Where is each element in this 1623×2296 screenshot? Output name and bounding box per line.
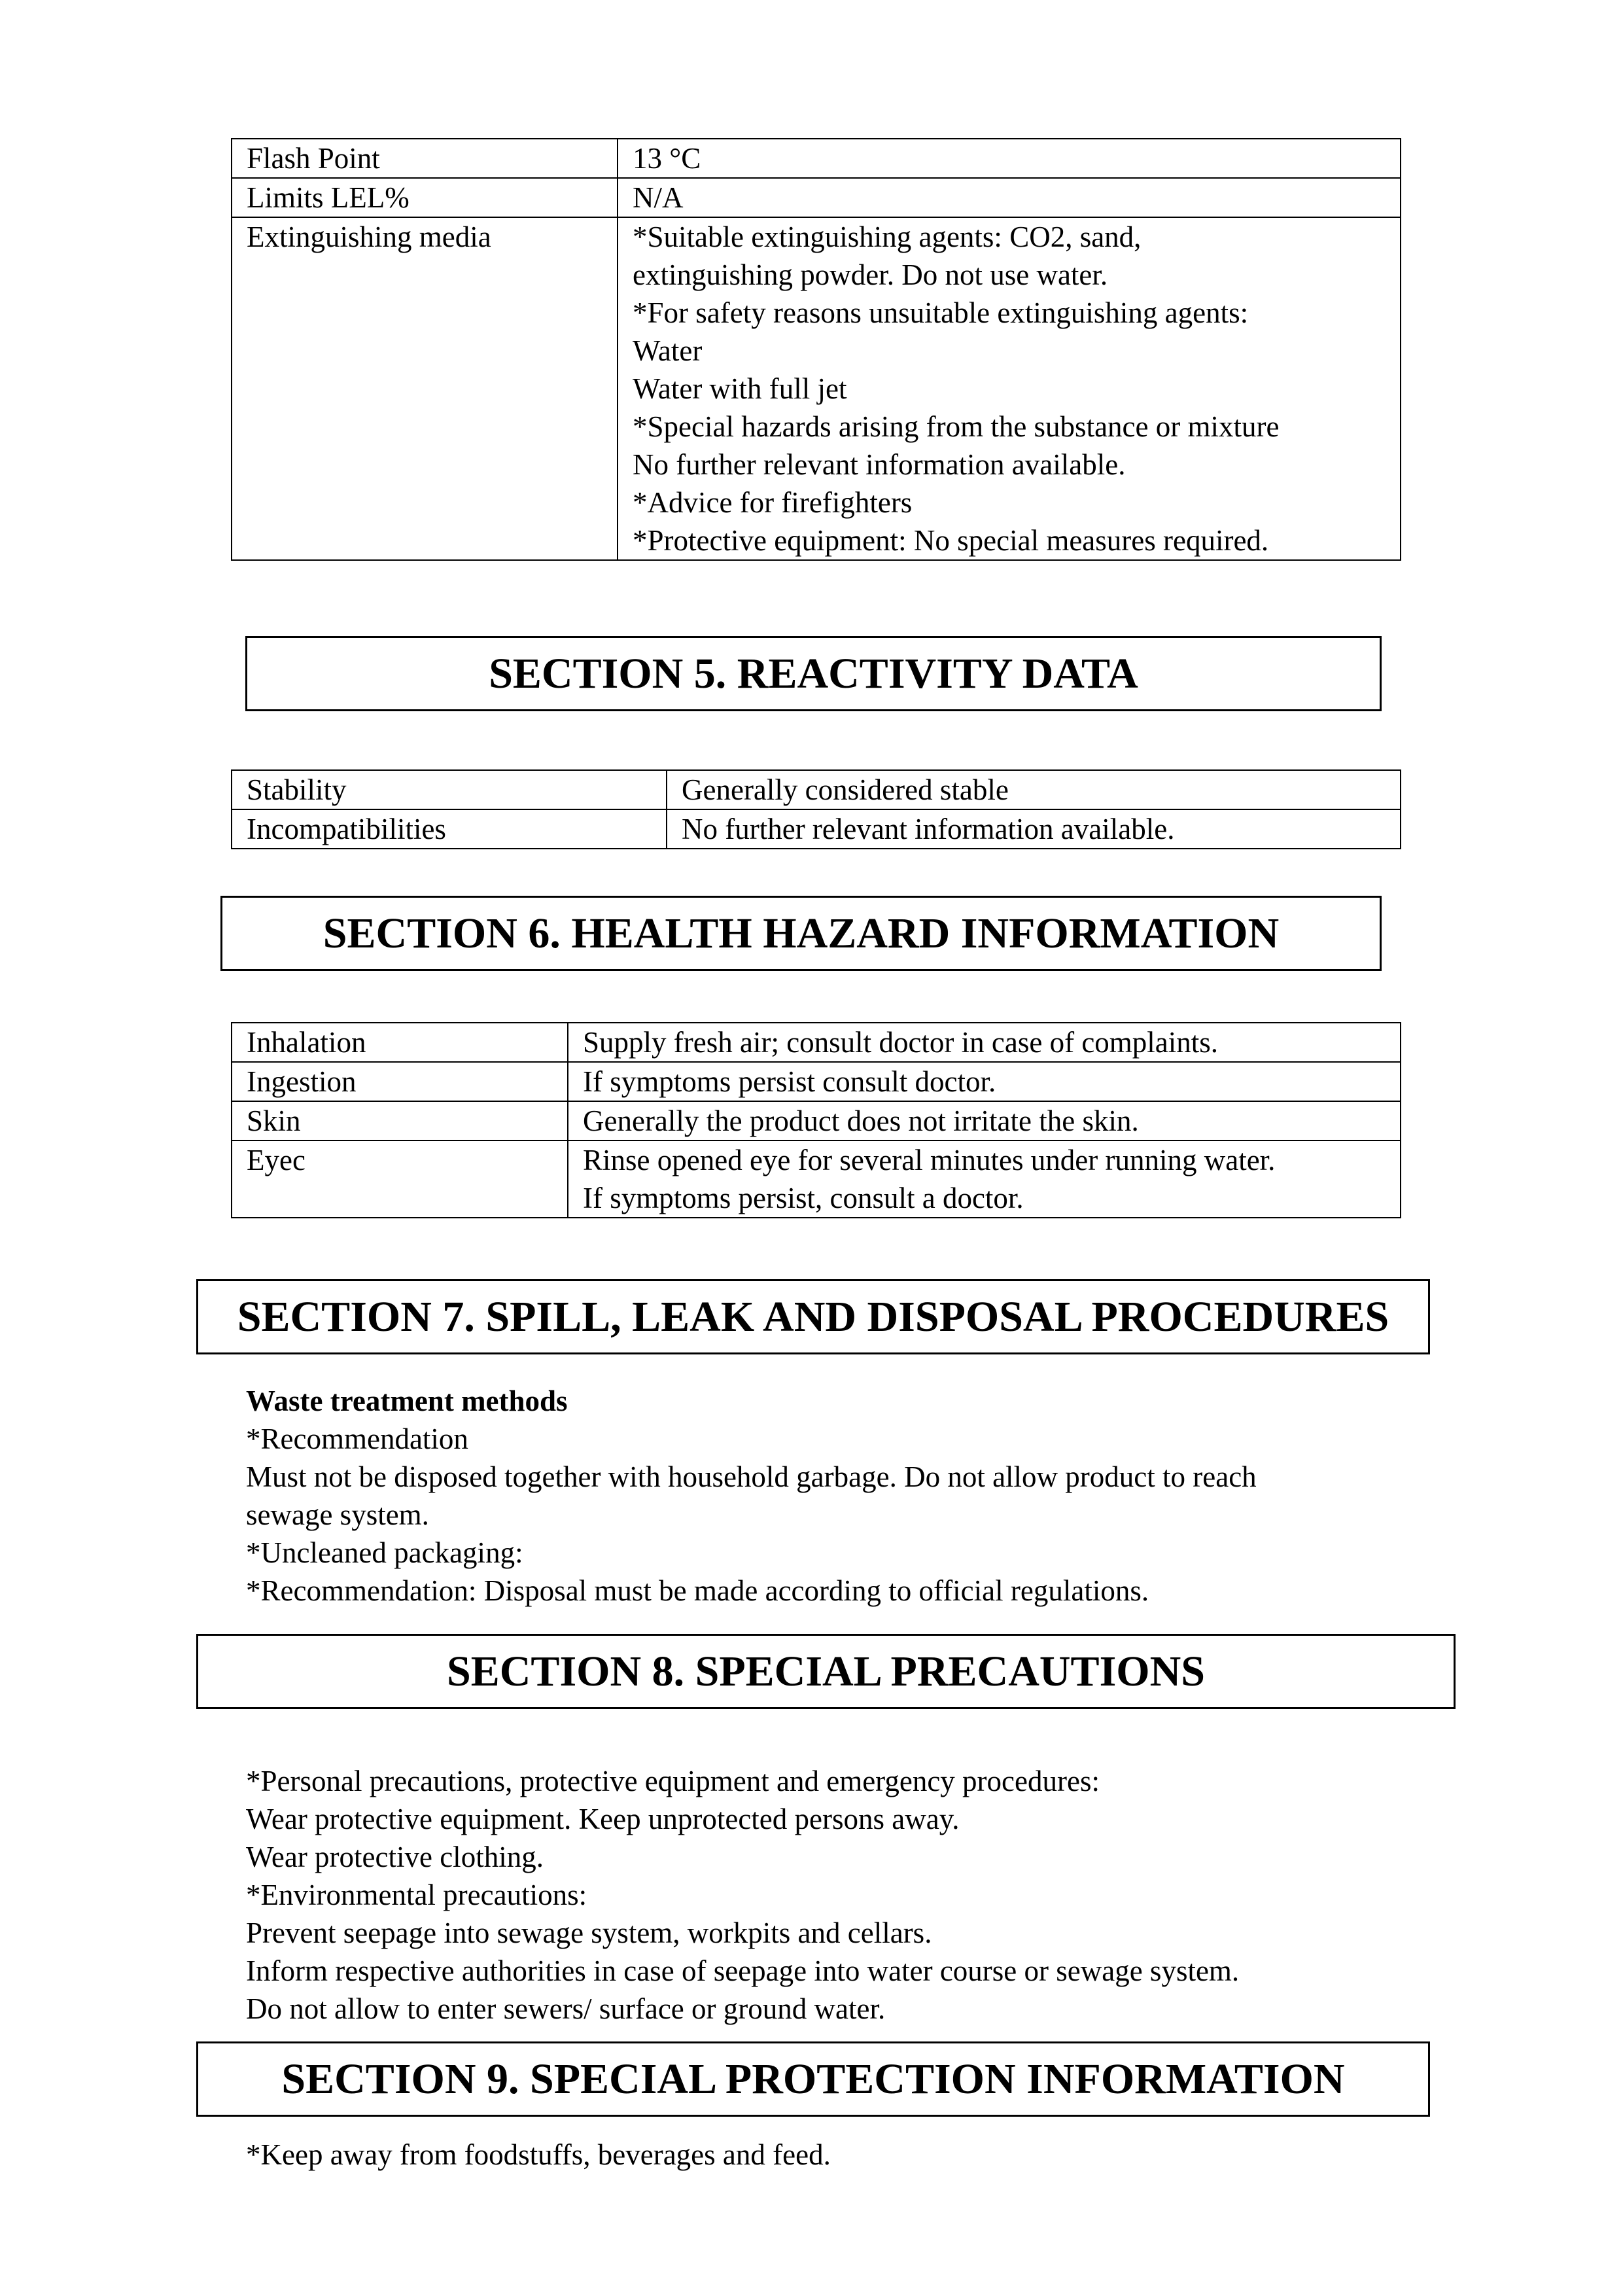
table-row — [232, 1101, 1401, 1140]
row-value: Generally considered stable — [667, 770, 1401, 809]
text-line: *Personal precautions, protective equipment and emergency procedures: — [246, 1765, 1100, 1797]
health-hazard-table — [231, 1022, 1401, 1218]
section-9-heading: SECTION 9. SPECIAL PROTECTION INFORMATION — [196, 2041, 1430, 2117]
text-line: Inform respective authorities in case of seepage into water course or sewage system. — [246, 1954, 1240, 1987]
section-8-heading: SECTION 8. SPECIAL PRECAUTIONS — [196, 1634, 1456, 1709]
row-label: Eyec — [232, 1140, 568, 1218]
row-value: Generally the product does not irritate the skin. — [568, 1101, 1401, 1140]
text-line: Must not be disposed together with household garbage. Do not allow product to reach — [246, 1460, 1257, 1493]
text-line: sewage system. — [246, 1498, 429, 1531]
text-line: *Environmental precautions: — [246, 1879, 587, 1911]
section-7-heading: SECTION 7. SPILL, LEAK AND DISPOSAL PROCEDURES — [196, 1279, 1430, 1354]
section-9-body — [246, 2136, 831, 2174]
row-label: Skin — [232, 1101, 568, 1140]
table-row — [232, 1023, 1401, 1062]
section-8-body — [246, 1762, 1239, 2028]
row-label: Inhalation — [232, 1023, 568, 1062]
row-label: Limits LEL% — [232, 178, 618, 217]
row-label: Extinguishing media — [232, 217, 618, 560]
reactivity-table — [231, 769, 1401, 849]
row-label: Ingestion — [232, 1062, 568, 1101]
table-row — [232, 1062, 1401, 1101]
row-value: Supply fresh air; consult doctor in case of complaints. — [568, 1023, 1401, 1062]
text-line: *Uncleaned packaging: — [246, 1536, 523, 1569]
text-line: *Recommendation: Disposal must be made according to official regulations. — [246, 1574, 1149, 1607]
row-label: Stability — [232, 770, 667, 809]
waste-treatment-heading: Waste treatment methods — [246, 1385, 568, 1417]
table-row — [232, 1140, 1401, 1218]
row-value: No further relevant information available. — [667, 809, 1401, 849]
row-value: Rinse opened eye for several minutes under running water. If symptoms persist, consult a doctor. — [568, 1140, 1401, 1218]
section-7-body — [246, 1382, 1257, 1610]
table-row — [232, 217, 1401, 560]
row-label: Flash Point — [232, 139, 618, 178]
fire-data-table — [231, 138, 1401, 561]
text-line: Prevent seepage into sewage system, workpits and cellars. — [246, 1916, 932, 1949]
row-value: 13 °C — [618, 139, 1401, 178]
table-row — [232, 809, 1401, 849]
text-line: Do not allow to enter sewers/ surface or ground water. — [246, 1992, 886, 2025]
section-6-heading: SECTION 6. HEALTH HAZARD INFORMATION — [220, 896, 1382, 971]
section-5-heading: SECTION 5. REACTIVITY DATA — [245, 636, 1382, 711]
text-line: Wear protective equipment. Keep unprotected persons away. — [246, 1803, 960, 1835]
row-value: N/A — [618, 178, 1401, 217]
text-line: Wear protective clothing. — [246, 1841, 544, 1873]
row-label: Incompatibilities — [232, 809, 667, 849]
text-line: *Keep away from foodstuffs, beverages and feed. — [246, 2138, 831, 2171]
table-row — [232, 178, 1401, 217]
row-value: If symptoms persist consult doctor. — [568, 1062, 1401, 1101]
table-row — [232, 770, 1401, 809]
table-row — [232, 139, 1401, 178]
text-line: *Recommendation — [246, 1422, 468, 1455]
row-value: *Suitable extinguishing agents: CO2, sand, extinguishing powder. Do not use water. *For safety reasons unsuitable extinguishing agents: Water Water with full jet *Special hazards arising from the substance or mixture No further relevant information available. *Advice for firefighters *Protective equipment: No special measures required. — [618, 217, 1401, 560]
